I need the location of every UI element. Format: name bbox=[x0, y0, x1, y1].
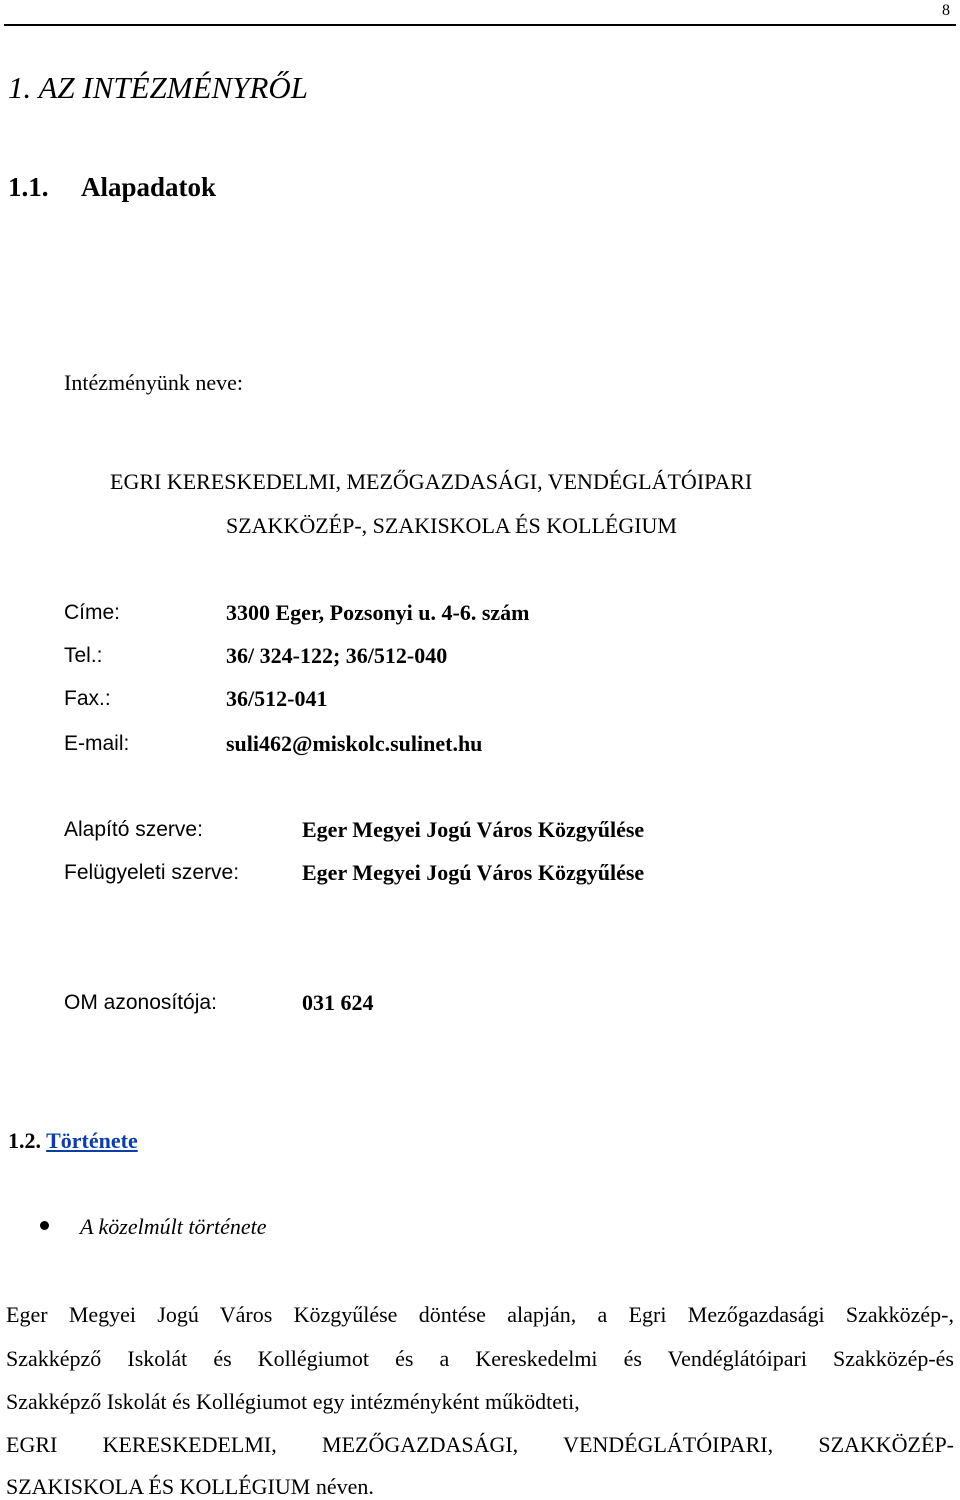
address-value: 3300 Eger, Pozsonyi u. 4-6. szám bbox=[226, 600, 530, 625]
institution-name-label: Intézményünk neve: bbox=[64, 370, 243, 395]
email-label: E-mail: bbox=[64, 732, 130, 755]
paragraph-line: Szakképző Iskolát és Kollégiumot és a Kereskedelmi és Vendéglátóipari Szakközép-és bbox=[6, 1346, 954, 1371]
founder-value: Eger Megyei Jogú Város Közgyűlése bbox=[302, 817, 645, 842]
paragraph-line: SZAKISKOLA ÉS KOLLÉGIUM néven. bbox=[6, 1474, 374, 1499]
section-number: 1.1. bbox=[8, 172, 49, 202]
section-title: Alapadatok bbox=[81, 172, 217, 202]
page-number: 8 bbox=[942, 2, 950, 19]
phone-value: 36/ 324-122; 36/512-040 bbox=[226, 643, 448, 668]
header-rule bbox=[4, 24, 956, 26]
founder-label: Alapító szerve: bbox=[64, 818, 203, 841]
section-heading-alapadatok bbox=[8, 172, 216, 203]
paragraph-line: Szakképző Iskolát és Kollégiumot egy intézményként működteti, bbox=[6, 1389, 580, 1414]
chapter-title: 1. AZ INTÉZMÉNYRŐL bbox=[8, 70, 309, 105]
supervisor-value: Eger Megyei Jogú Város Közgyűlése bbox=[302, 860, 645, 885]
section-heading-tortenete bbox=[8, 1128, 138, 1154]
om-label: OM azonosítója: bbox=[64, 991, 217, 1014]
paragraph-line: Eger Megyei Jogú Város Közgyűlése döntése alapján, a Egri Mezőgazdasági Szakközép-, bbox=[6, 1302, 954, 1327]
institution-name-line-1: EGRI KERESKEDELMI, MEZŐGAZDASÁGI, VENDÉGLÁTÓIPARI bbox=[110, 469, 753, 494]
tortenete-link[interactable]: Története bbox=[46, 1128, 138, 1153]
email-value: suli462@miskolc.sulinet.hu bbox=[226, 731, 483, 756]
paragraph-line: EGRI KERESKEDELMI, MEZŐGAZDASÁGI, VENDÉGLÁTÓIPARI, SZAKKÖZÉP- bbox=[6, 1432, 954, 1457]
bullet-item: A közelmúlt története bbox=[80, 1214, 267, 1239]
address-label: Címe: bbox=[64, 601, 121, 624]
fax-value: 36/512-041 bbox=[226, 686, 328, 711]
bullet-icon bbox=[40, 1221, 49, 1230]
om-value: 031 624 bbox=[302, 990, 374, 1015]
phone-label: Tel.: bbox=[64, 644, 103, 667]
section-number: 1.2. bbox=[8, 1128, 41, 1153]
supervisor-label: Felügyeleti szerve: bbox=[64, 861, 240, 884]
fax-label: Fax.: bbox=[64, 687, 111, 710]
institution-name-line-2: SZAKKÖZÉP-, SZAKISKOLA ÉS KOLLÉGIUM bbox=[226, 513, 677, 538]
